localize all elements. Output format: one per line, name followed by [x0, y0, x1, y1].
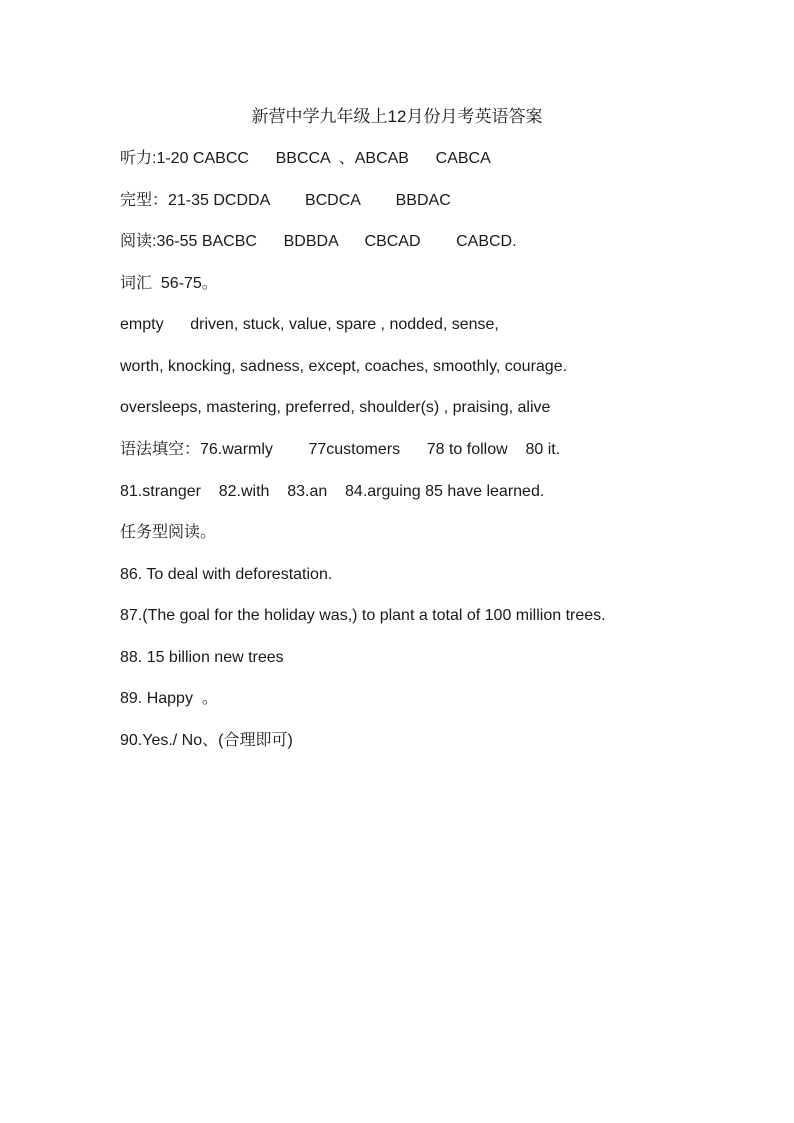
- answer-87: 87.(The goal for the holiday was,) to plant a total of 100 million trees.: [120, 607, 606, 624]
- reading-answers: 阅读:36-55 BACBC BDBDA CBCAD CABCD.: [120, 233, 517, 250]
- listening-answers: 听力:1-20 CABCC BBCCA 、ABCAB CABCA: [120, 150, 491, 167]
- answer-88: 88. 15 billion new trees: [120, 649, 284, 666]
- answer-90: 90.Yes./ No、(合理即可): [120, 732, 293, 749]
- vocabulary-heading: 词汇 56-75。: [120, 275, 218, 292]
- cloze-answers: 完型：21-35 DCDDA BCDCA BBDAC: [120, 192, 451, 209]
- grammar-fill-line-1: 语法填空：76.warmly 77customers 78 to follow 80 it.: [120, 441, 561, 458]
- vocabulary-line-1: empty driven, stuck, value, spare , nodded, sense,: [120, 316, 499, 333]
- answer-89: 89. Happy 。: [120, 690, 218, 707]
- grammar-fill-line-2: 81.stranger 82.with 83.an 84.arguing 85 have learned.: [120, 483, 545, 500]
- vocabulary-line-3: oversleeps, mastering, preferred, shoulder(s) , praising, alive: [120, 399, 551, 416]
- answer-86: 86. To deal with deforestation.: [120, 566, 333, 583]
- vocabulary-line-2: worth, knocking, sadness, except, coaches, smoothly, courage.: [120, 358, 568, 375]
- task-reading-heading: 任务型阅读。: [120, 524, 217, 541]
- page-title: 新营中学九年级上12月份月考英语答案: [251, 107, 543, 126]
